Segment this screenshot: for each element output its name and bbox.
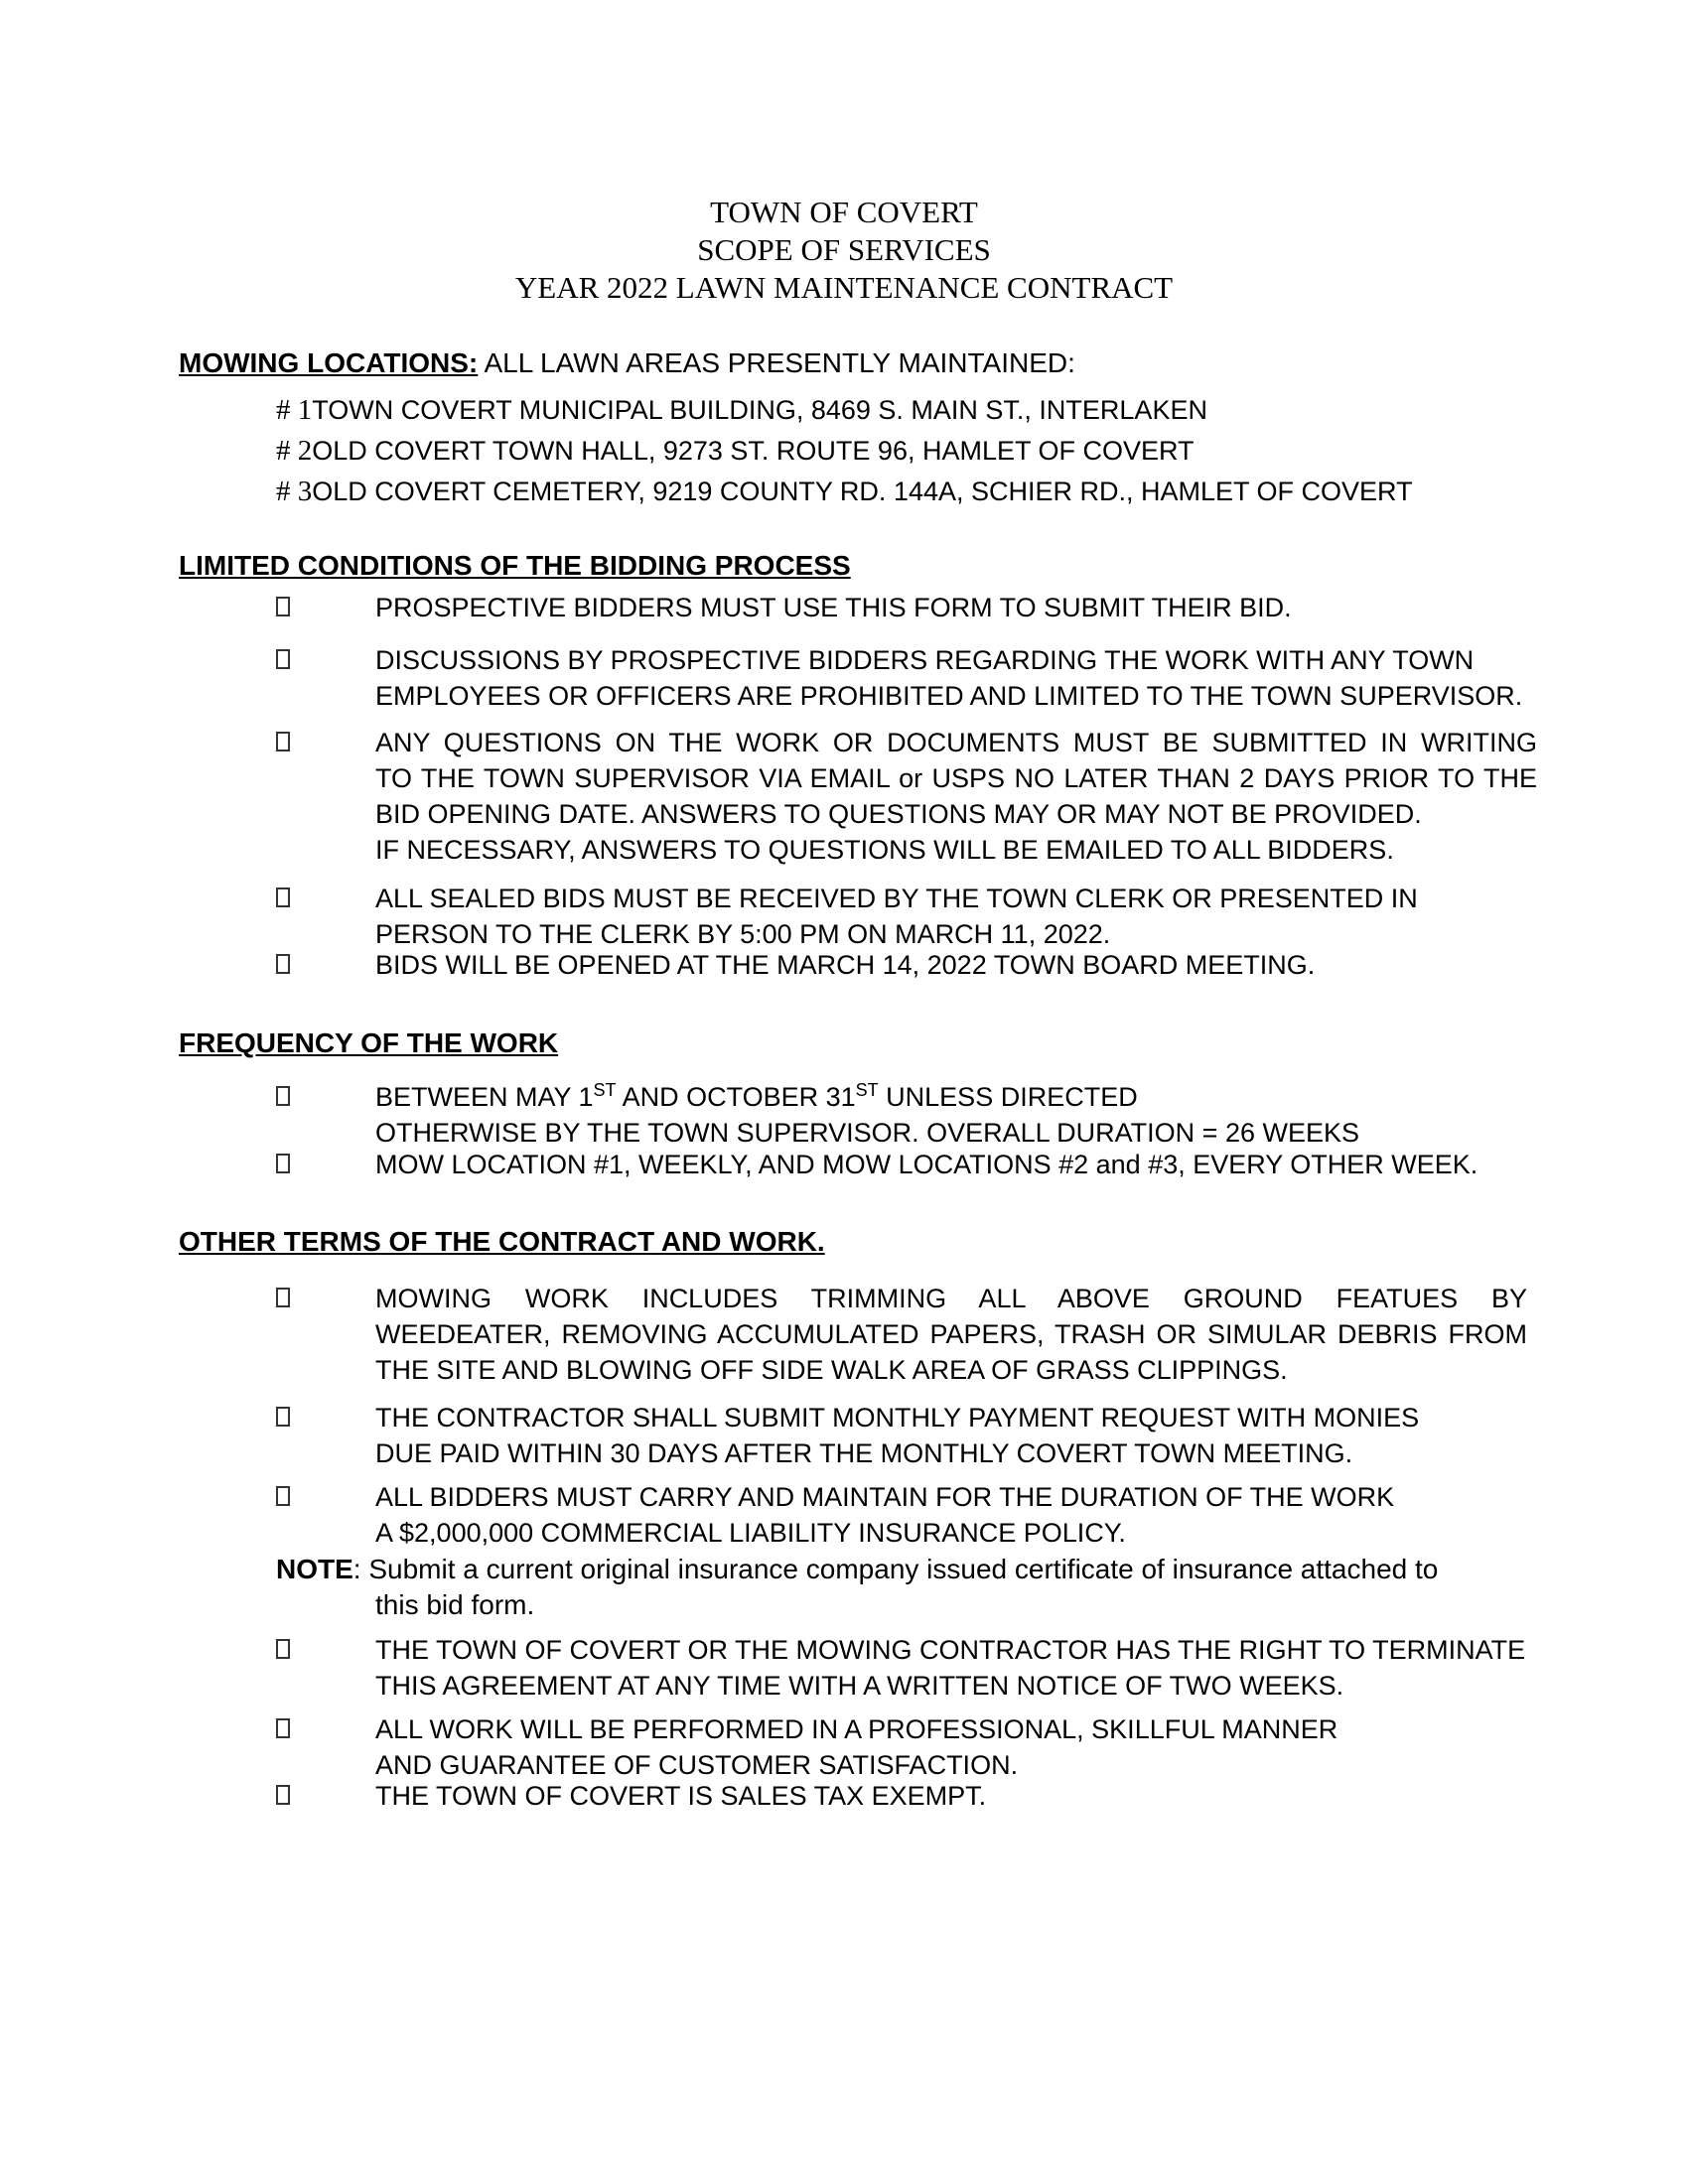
location-number: # 2 (276, 435, 313, 467)
bullet-icon (276, 1718, 290, 1738)
item-line: MOWING WORK INCLUDES TRIMMING ALL ABOVE GROUND FEATUES BY (375, 1284, 1527, 1313)
location-item (276, 392, 1207, 428)
bidding-item (375, 881, 1537, 952)
date-end-text: AND OCTOBER 31 (616, 1082, 856, 1112)
item-line: EMPLOYEES OR OFFICERS ARE PROHIBITED AND LIMITED TO THE TOWN SUPERVISOR. (375, 681, 1523, 711)
location-number: # 3 (276, 476, 313, 507)
ordinal-suffix: ST (593, 1080, 617, 1100)
terms-item (375, 1711, 1537, 1783)
bullet-icon (276, 1486, 290, 1506)
mowing-heading: MOWING LOCATIONS: (179, 347, 479, 378)
item-line: THE CONTRACTOR SHALL SUBMIT MONTHLY PAYMENT REQUEST WITH MONIES (375, 1403, 1420, 1433)
terms-item (375, 1479, 1537, 1551)
ordinal-suffix: ST (855, 1080, 879, 1100)
item-line: AND GUARANTEE OF CUSTOMER SATISFACTION. (375, 1750, 1019, 1780)
bidding-item (375, 590, 1537, 625)
frequency-heading: FREQUENCY OF THE WORK (179, 1027, 559, 1058)
doc-title-line2: SCOPE OF SERVICES (697, 232, 991, 267)
location-number: # 1 (276, 394, 313, 426)
item-line: BIDS WILL BE OPENED AT THE MARCH 14, 2022 TOWN BOARD MEETING. (375, 950, 1316, 980)
doc-title-line3: YEAR 2022 LAWN MAINTENANCE CONTRACT (514, 270, 1174, 305)
terms-item (375, 1281, 1527, 1388)
item-line: A $2,000,000 COMMERCIAL LIABILITY INSURANCE POLICY. (375, 1518, 1126, 1548)
unless-text: UNLESS DIRECTED (878, 1082, 1138, 1112)
frequency-item (375, 1147, 1537, 1182)
terms-item (375, 1632, 1537, 1704)
note-label: NOTE (276, 1554, 353, 1584)
bullet-icon (276, 887, 290, 907)
bullet-icon (276, 1288, 290, 1307)
item-line: DUE PAID WITHIN 30 DAYS AFTER THE MONTHLY COVERT TOWN MEETING. (375, 1438, 1353, 1468)
item-line: DISCUSSIONS BY PROSPECTIVE BIDDERS REGARDING THE WORK WITH ANY TOWN (375, 645, 1475, 675)
item-line: THIS AGREEMENT AT ANY TIME WITH A WRITTEN NOTICE OF TWO WEEKS. (375, 1671, 1344, 1701)
terms-section (179, 1224, 825, 1260)
bullet-icon (276, 1785, 290, 1805)
insurance-note (276, 1552, 1547, 1623)
item-line: ALL WORK WILL BE PERFORMED IN A PROFESSIONAL, SKILLFUL MANNER (375, 1714, 1338, 1744)
mowing-section (179, 345, 1075, 381)
frequency-section (179, 1025, 558, 1061)
item-line: THE SITE AND BLOWING OFF SIDE WALK AREA OF GRASS CLIPPINGS. (375, 1355, 1288, 1385)
item-line: BID OPENING DATE. ANSWERS TO QUESTIONS MAY OR MAY NOT BE PROVIDED. (375, 799, 1422, 829)
bidding-item (375, 725, 1537, 868)
note-text: : Submit a current original insurance company issued certificate of insurance attached to (352, 1554, 1439, 1584)
item-line: THE TOWN OF COVERT OR THE MOWING CONTRACTOR HAS THE RIGHT TO TERMINATE (375, 1635, 1526, 1665)
bullet-icon (276, 954, 290, 974)
item-line (375, 1079, 1537, 1115)
item-line: OTHERWISE BY THE TOWN SUPERVISOR. OVERALL DURATION = 26 WEEKS (375, 1118, 1359, 1148)
item-line: TO THE TOWN SUPERVISOR VIA EMAIL or USPS NO LATER THAN 2 DAYS PRIOR TO THE (375, 763, 1537, 793)
terms-heading: OTHER TERMS OF THE CONTRACT AND WORK. (179, 1226, 825, 1257)
note-line2: this bid form. (375, 1589, 535, 1620)
item-line: MOW LOCATION #1, WEEKLY, AND MOW LOCATIONS #2 and #3, EVERY OTHER WEEK. (375, 1150, 1478, 1179)
bullet-icon (276, 732, 290, 751)
location-text: OLD COVERT CEMETERY, 9219 COUNTY RD. 144A, SCHIER RD., HAMLET OF COVERT (312, 477, 1413, 506)
item-line: ANY QUESTIONS ON THE WORK OR DOCUMENTS MUST BE SUBMITTED IN WRITING (375, 728, 1537, 757)
note-line1 (276, 1554, 1438, 1584)
item-line: PROSPECTIVE BIDDERS MUST USE THIS FORM TO SUBMIT THEIR BID. (375, 593, 1292, 622)
terms-item (375, 1778, 1537, 1814)
bullet-icon (276, 1639, 290, 1659)
bullet-icon (276, 649, 290, 669)
doc-title-line1: TOWN OF COVERT (710, 195, 978, 229)
mowing-intro: ALL LAWN AREAS PRESENTLY MAINTAINED: (478, 347, 1075, 378)
location-text: TOWN COVERT MUNICIPAL BUILDING, 8469 S. MAIN ST., INTERLAKEN (312, 395, 1207, 425)
item-line: IF NECESSARY, ANSWERS TO QUESTIONS WILL BE EMAILED TO ALL BIDDERS. (375, 835, 1394, 865)
item-line: THE TOWN OF COVERT IS SALES TAX EXEMPT. (375, 1781, 987, 1811)
bullet-icon (276, 1086, 290, 1106)
frequency-item (375, 1079, 1537, 1151)
terms-item (375, 1400, 1537, 1471)
bidding-section (179, 548, 851, 584)
bullet-icon (276, 1154, 290, 1173)
bullet-icon (276, 597, 290, 616)
bidding-item (375, 947, 1537, 983)
item-line: ALL BIDDERS MUST CARRY AND MAINTAIN FOR THE DURATION OF THE WORK (375, 1482, 1395, 1512)
location-text: OLD COVERT TOWN HALL, 9273 ST. ROUTE 96, HAMLET OF COVERT (312, 436, 1195, 466)
item-line: ALL SEALED BIDS MUST BE RECEIVED BY THE TOWN CLERK OR PRESENTED IN (375, 884, 1418, 913)
location-item (276, 433, 1195, 469)
item-line: WEEDEATER, REMOVING ACCUMULATED PAPERS, TRASH OR SIMULAR DEBRIS FROM (375, 1319, 1527, 1349)
location-item (276, 474, 1413, 509)
bullet-icon (276, 1407, 290, 1427)
bidding-heading: LIMITED CONDITIONS OF THE BIDDING PROCESS (179, 550, 851, 581)
item-line: PERSON TO THE CLERK BY 5:00 PM ON MARCH 11, 2022. (375, 919, 1111, 949)
bidding-item (375, 642, 1537, 714)
date-start-text: BETWEEN MAY 1 (375, 1082, 594, 1112)
